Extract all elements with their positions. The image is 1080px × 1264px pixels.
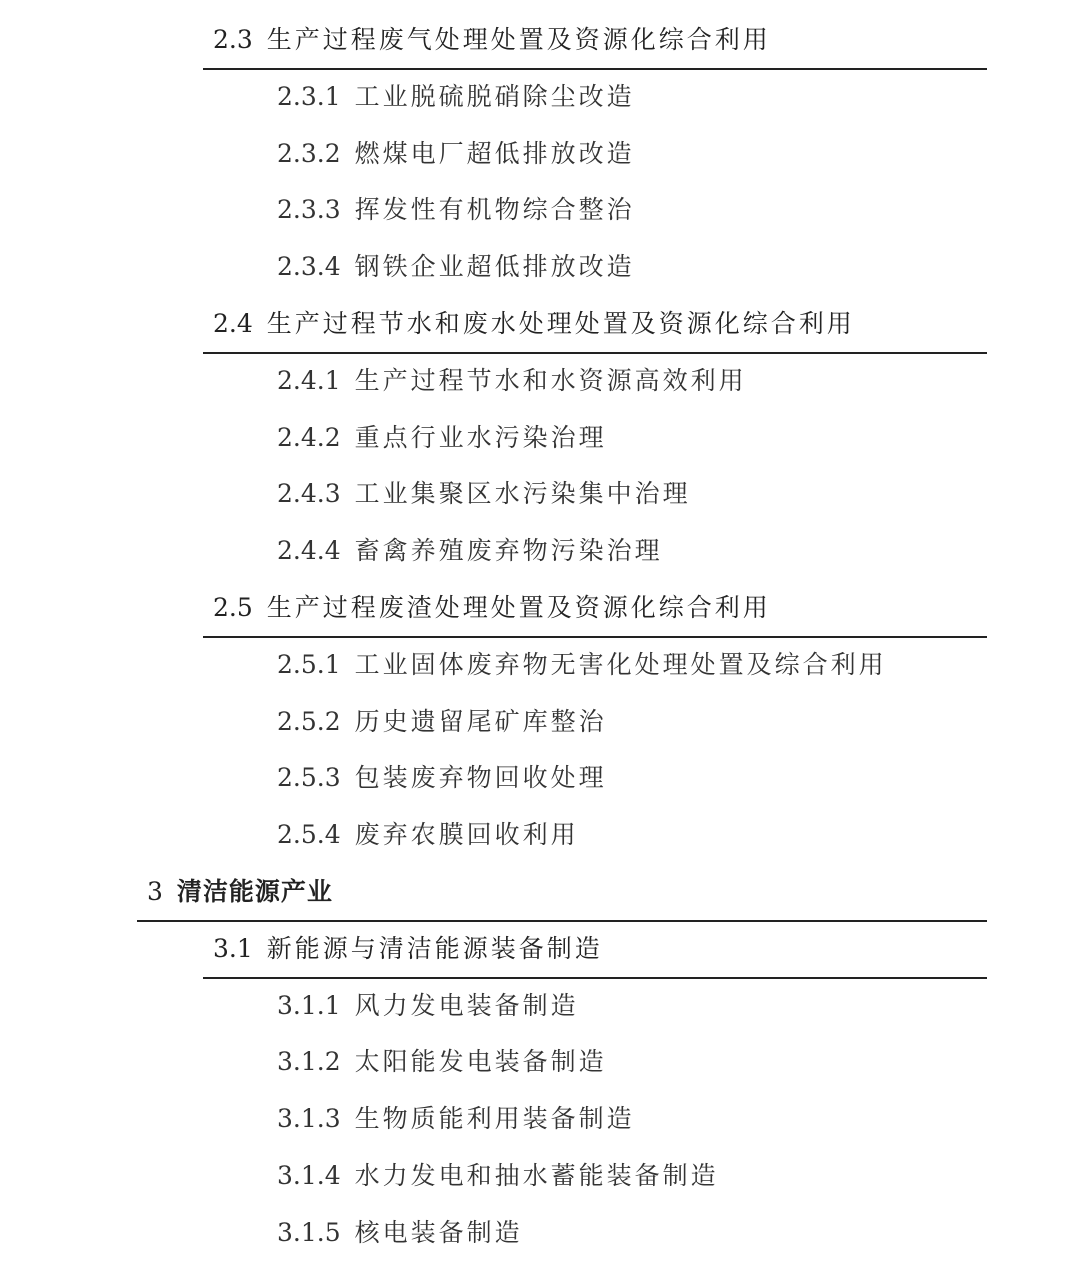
entry-title: 重点行业水污染治理	[354, 422, 607, 452]
subsection-item	[277, 989, 579, 1023]
subsection-item	[277, 250, 635, 284]
entry-title: 风力发电装备制造	[354, 990, 579, 1020]
heading-divider	[203, 68, 987, 70]
subsection-item	[277, 80, 635, 114]
subsection-item	[277, 193, 635, 227]
entry-number: 2.5.4	[277, 820, 341, 850]
heading-divider	[203, 977, 987, 979]
section-heading	[213, 932, 603, 966]
subsection-item	[277, 421, 607, 455]
entry-title: 历史遗留尾矿库整治	[354, 706, 607, 736]
subsection-item	[277, 477, 691, 511]
entry-title: 太阳能发电装备制造	[354, 1047, 607, 1077]
entry-number: 2.5.1	[277, 649, 341, 679]
entry-number: 2.3	[213, 25, 253, 54]
entry-title: 生产过程废气处理处置及资源化综合利用	[266, 25, 771, 54]
subsection-item	[277, 705, 607, 739]
entry-number: 2.3.2	[277, 138, 341, 168]
entry-title: 清洁能源产业	[176, 877, 333, 906]
entry-title: 挥发性有机物综合整治	[354, 195, 635, 225]
entry-title: 废弃农膜回收利用	[354, 820, 579, 850]
entry-number: 2.5.2	[277, 706, 341, 736]
entry-number: 3.1.5	[277, 1217, 341, 1247]
entry-title: 包装废弃物回收处理	[354, 763, 607, 793]
subsection-item	[277, 1216, 523, 1250]
entry-title: 生产过程节水和水资源高效利用	[354, 365, 747, 395]
entry-title: 畜禽养殖废弃物污染治理	[354, 536, 663, 566]
heading-divider	[137, 920, 987, 922]
heading-divider	[203, 352, 987, 354]
subsection-item	[277, 761, 607, 795]
subsection-item	[277, 1045, 607, 1079]
entry-title: 钢铁企业超低排放改造	[354, 252, 635, 282]
entry-number: 3	[147, 877, 163, 906]
chapter-heading	[147, 875, 333, 909]
section-heading	[213, 307, 855, 341]
heading-divider	[203, 636, 987, 638]
section-heading	[213, 591, 771, 625]
subsection-item	[277, 818, 579, 852]
subsection-item	[277, 1102, 635, 1136]
entry-number: 2.4.3	[277, 479, 341, 509]
entry-number: 3.1.3	[277, 1104, 341, 1134]
entry-title: 核电装备制造	[354, 1217, 523, 1247]
entry-number: 2.5	[213, 593, 253, 622]
entry-title: 水力发电和抽水蓄能装备制造	[354, 1161, 719, 1190]
entry-title: 工业集聚区水污染集中治理	[354, 479, 691, 509]
entry-title: 生产过程节水和废水处理处置及资源化综合利用	[266, 309, 855, 338]
entry-number: 3.1.4	[277, 1161, 341, 1190]
entry-number: 2.4.2	[277, 422, 341, 452]
entry-number: 3.1	[213, 933, 253, 963]
subsection-item	[277, 1159, 719, 1193]
subsection-item	[277, 364, 747, 398]
subsection-item	[277, 534, 663, 568]
entry-number: 2.5.3	[277, 763, 341, 793]
entry-number: 2.4.4	[277, 536, 341, 566]
entry-number: 3.1.1	[277, 990, 341, 1020]
entry-title: 工业固体废弃物无害化处理处置及综合利用	[354, 649, 887, 679]
entry-number: 2.4.1	[277, 365, 341, 395]
entry-title: 燃煤电厂超低排放改造	[354, 138, 635, 168]
entry-title: 生产过程废渣处理处置及资源化综合利用	[266, 593, 771, 622]
entry-title: 工业脱硫脱硝除尘改造	[354, 81, 635, 111]
entry-number: 2.3.3	[277, 195, 341, 225]
section-heading	[213, 23, 771, 57]
subsection-item	[277, 137, 635, 171]
entry-title: 生物质能利用装备制造	[354, 1104, 635, 1134]
entry-number: 2.3.4	[277, 252, 341, 282]
entry-number: 2.3.1	[277, 81, 341, 111]
entry-title: 新能源与清洁能源装备制造	[266, 933, 603, 963]
subsection-item	[277, 648, 887, 682]
entry-number: 3.1.2	[277, 1047, 341, 1077]
entry-number: 2.4	[213, 309, 253, 338]
